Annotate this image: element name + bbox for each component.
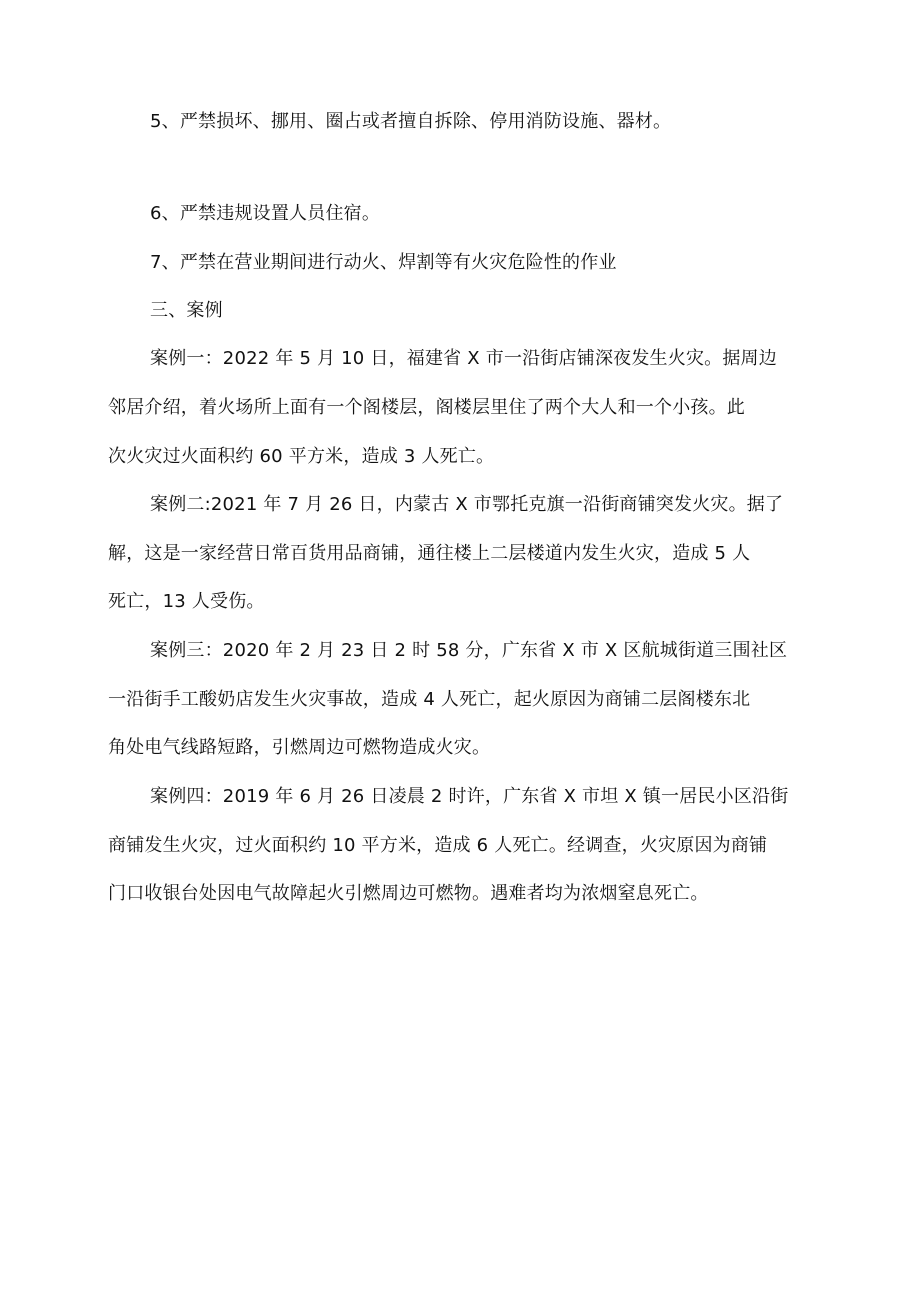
section-heading: 三、案例 bbox=[150, 300, 223, 321]
rule-item-6: 6、严禁违规设置人员住宿。 bbox=[150, 203, 381, 224]
case-1-line-3: 次火灾过火面积约 60 平方米，造成 3 人死亡。 bbox=[108, 446, 495, 467]
case-3-line-1: 案例三：2020 年 2 月 23 日 2 时 58 分，广东省 X 市 X 区航城街道三围社区 bbox=[150, 640, 788, 661]
case-4-line-3: 门口收银台处因电气故障起火引燃周边可燃物。遇难者均为浓烟窒息死亡。 bbox=[108, 883, 709, 904]
rule-item-7: 7、严禁在营业期间进行动火、焊割等有火灾危险性的作业 bbox=[150, 252, 617, 273]
case-4-line-2: 商铺发生火灾，过火面积约 10 平方米，造成 6 人死亡。经调查，火灾原因为商铺 bbox=[108, 835, 768, 856]
case-2-line-1: 案例二:2021 年 7 月 26 日，内蒙古 X 市鄂托克旗一沿街商铺突发火灾。据了 bbox=[150, 494, 784, 515]
rule-item-5: 5、严禁损坏、挪用、圈占或者擅自拆除、停用消防设施、器材。 bbox=[150, 111, 672, 132]
case-1-line-1: 案例一：2022 年 5 月 10 日，福建省 X 市一沿街店铺深夜发生火灾。据周边 bbox=[150, 348, 777, 369]
case-3-line-3: 角处电气线路短路，引燃周边可燃物造成火灾。 bbox=[108, 737, 491, 758]
case-2-line-3: 死亡，13 人受伤。 bbox=[108, 591, 265, 612]
case-2-line-2: 解，这是一家经营日常百货用品商铺，通往楼上二层楼道内发生火灾，造成 5 人 bbox=[108, 543, 751, 564]
case-1-line-2: 邻居介绍，着火场所上面有一个阁楼层，阁楼层里住了两个大人和一个小孩。此 bbox=[108, 397, 745, 418]
case-4-line-1: 案例四：2019 年 6 月 26 日凌晨 2 时许，广东省 X 市坦 X 镇一居民小区沿街 bbox=[150, 786, 789, 807]
case-3-line-2: 一沿街手工酸奶店发生火灾事故，造成 4 人死亡，起火原因为商铺二层阁楼东北 bbox=[108, 689, 751, 710]
